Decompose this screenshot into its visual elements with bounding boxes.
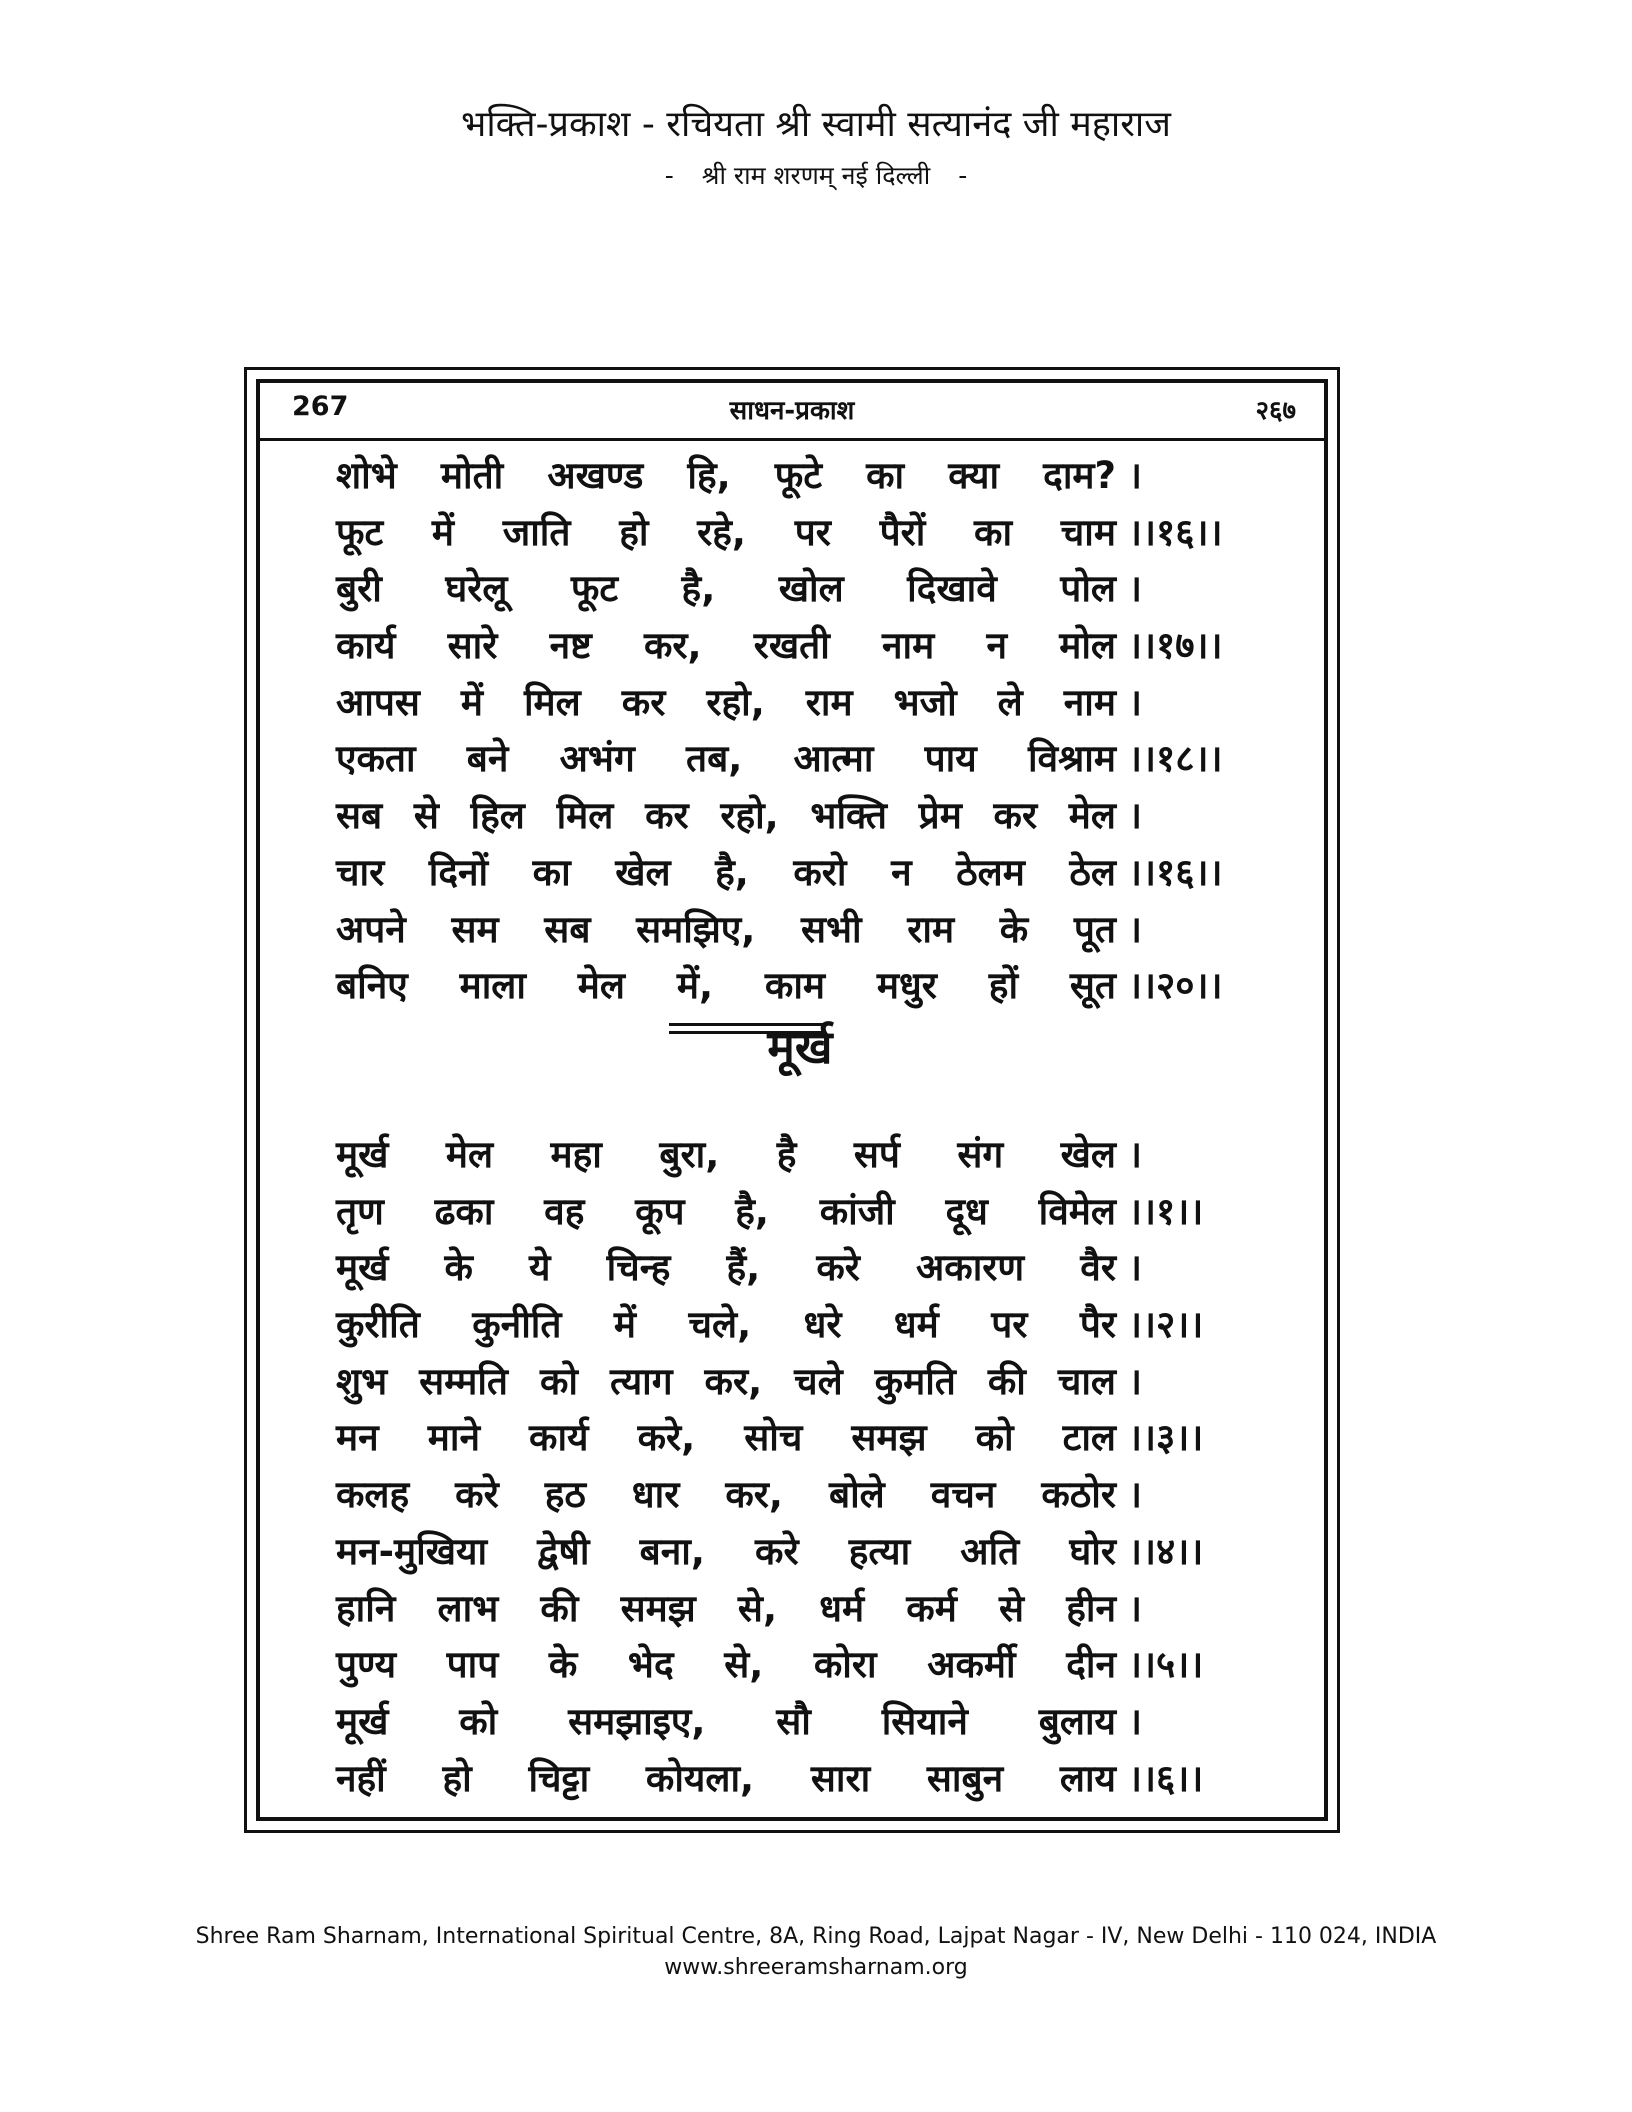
dash-left: - (664, 161, 674, 190)
verse-line (336, 675, 1266, 732)
verse-end-mark: । (1128, 907, 1143, 951)
verse-text: बुरी घरेलू फूट है, खोल दिखावे पोल (336, 567, 1116, 611)
verse-end-mark: । (1128, 454, 1143, 497)
verse-line (336, 902, 1266, 959)
verse-line (336, 561, 1266, 618)
section-title: मूर्ख (767, 1020, 833, 1074)
verse-line (336, 1240, 1266, 1297)
verse-end-mark: ।।१६।। (1128, 850, 1223, 894)
verse-end-mark: ।।१८।। (1128, 737, 1223, 781)
verse-end-mark: ।।५।। (1128, 1643, 1204, 1687)
verse-text: आपस में मिल कर रहो, राम भजो ले नाम (336, 680, 1116, 724)
verse-end-mark: ।।१।। (1128, 1189, 1204, 1233)
book-title: भक्ति-प्रकाश - रचियता श्री स्वामी सत्यानंद जी महाराज (461, 104, 1171, 145)
verse-end-mark: ।।२०।। (1128, 964, 1223, 1008)
verse-text: मन-मुखिया द्वेषी बना, करे हत्या अति घोर (336, 1529, 1116, 1573)
verse-text: नहीं हो चिट्टा कोयला, सारा साबुन लाय (336, 1756, 1116, 1800)
verse-end-mark: ।।३।। (1128, 1416, 1204, 1460)
verse-end-mark: । (1128, 794, 1143, 838)
verse-line (336, 1410, 1266, 1467)
verse-text: तृण ढका वह कूप है, कांजी दूध विमेल (336, 1189, 1116, 1233)
verse-end-mark: ।।१७।। (1128, 624, 1223, 668)
verse-end-mark: । (1128, 680, 1143, 724)
verse-text: शुभ सम्मति को त्याग कर, चले कुमति की चाल (336, 1359, 1116, 1403)
verse-text: सब से हिल मिल कर रहो, भक्ति प्रेम कर मेल (336, 794, 1116, 838)
verse-text: कलह करे हठ धार कर, बोले वचन कठोर (336, 1473, 1116, 1517)
page-footer (0, 1921, 1632, 1983)
verse-line (336, 1751, 1266, 1808)
verse-end-mark: । (1128, 1246, 1143, 1290)
verse-block-bottom (336, 1127, 1266, 1807)
verse-line (336, 505, 1266, 562)
verse-end-mark: । (1128, 1473, 1143, 1517)
verse-text: मूर्ख को समझाइए, सौ सियाने बुलाय (336, 1699, 1116, 1743)
verse-line (336, 1127, 1266, 1184)
verse-line (336, 1581, 1266, 1638)
verse-text: एकता बने अभंग तब, आत्मा पाय विश्राम (336, 737, 1116, 781)
verse-end-mark: । (1128, 567, 1143, 611)
page-header (0, 100, 1632, 198)
verse-line (336, 1467, 1266, 1524)
verse-line (336, 618, 1266, 675)
verse-end-mark: ।।१६।। (1128, 510, 1223, 554)
verse-line (336, 1354, 1266, 1411)
verse-text: कार्य सारे नष्ट कर, रखती नाम न मोल (336, 624, 1116, 668)
verse-text: कुरीति कुनीति में चले, धरे धर्म पर पैर (336, 1303, 1116, 1347)
verse-end-mark: ।।६।। (1128, 1756, 1204, 1800)
verse-line (336, 958, 1266, 1015)
footer-website: www.shreeramsharnam.org (664, 1955, 968, 1980)
verse-line (336, 1297, 1266, 1354)
verse-end-mark: । (1128, 1359, 1143, 1403)
footer-address: Shree Ram Sharnam, International Spiritual Centre, 8A, Ring Road, Lajpat Nagar - IV, New Delhi - 110 024, INDIA (195, 1924, 1437, 1949)
verse-line (336, 1637, 1266, 1694)
verse-line (336, 1694, 1266, 1751)
verse-text: अपने सम सब समझिए, सभी राम के पूत (336, 907, 1116, 951)
page-number-arabic: 267 (292, 391, 349, 422)
verse-text: चार दिनों का खेल है, करो न ठेलम ठेल (336, 850, 1116, 894)
verse-end-mark: । (1128, 1586, 1143, 1630)
verse-end-mark: । (1128, 1133, 1143, 1176)
page-number-devanagari: २६७ (1255, 396, 1296, 426)
verse-line (336, 1184, 1266, 1241)
section-heading: साधन-प्रकाश (729, 396, 855, 426)
dash-right: - (958, 161, 968, 190)
verse-text: फूट में जाति हो रहे, पर पैरों का चाम (336, 510, 1116, 554)
verse-line (336, 448, 1266, 505)
verse-line (336, 1524, 1266, 1581)
verse-text: मूर्ख के ये चिन्ह हैं, करे अकारण वैर (336, 1246, 1116, 1290)
verse-text: पुण्य पाप के भेद से, कोरा अकर्मी दीन (336, 1643, 1116, 1687)
verse-line (336, 845, 1266, 902)
verse-block-top (336, 448, 1266, 1015)
verse-end-mark: ।।२।। (1128, 1303, 1204, 1347)
verse-text: हानि लाभ की समझ से, धर्म कर्म से हीन (336, 1586, 1116, 1630)
verse-end-mark: ।।४।। (1128, 1529, 1204, 1573)
publisher-line (0, 154, 1632, 198)
running-head (260, 383, 1324, 441)
publisher-name: श्री राम शरणम् नई दिल्ली (701, 161, 931, 190)
verse-line (336, 731, 1266, 788)
verse-text: शोभे मोती अखण्ड हि, फूटे का क्या दाम? (336, 454, 1116, 497)
verse-end-mark: । (1128, 1699, 1143, 1743)
verse-text: बनिए माला मेल में, काम मधुर हों सूत (336, 964, 1116, 1008)
verse-text: मूर्ख मेल महा बुरा, है सर्प संग खेल (336, 1133, 1116, 1176)
verse-text: मन माने कार्य करे, सोच समझ को टाल (336, 1416, 1116, 1460)
verse-line (336, 788, 1266, 845)
